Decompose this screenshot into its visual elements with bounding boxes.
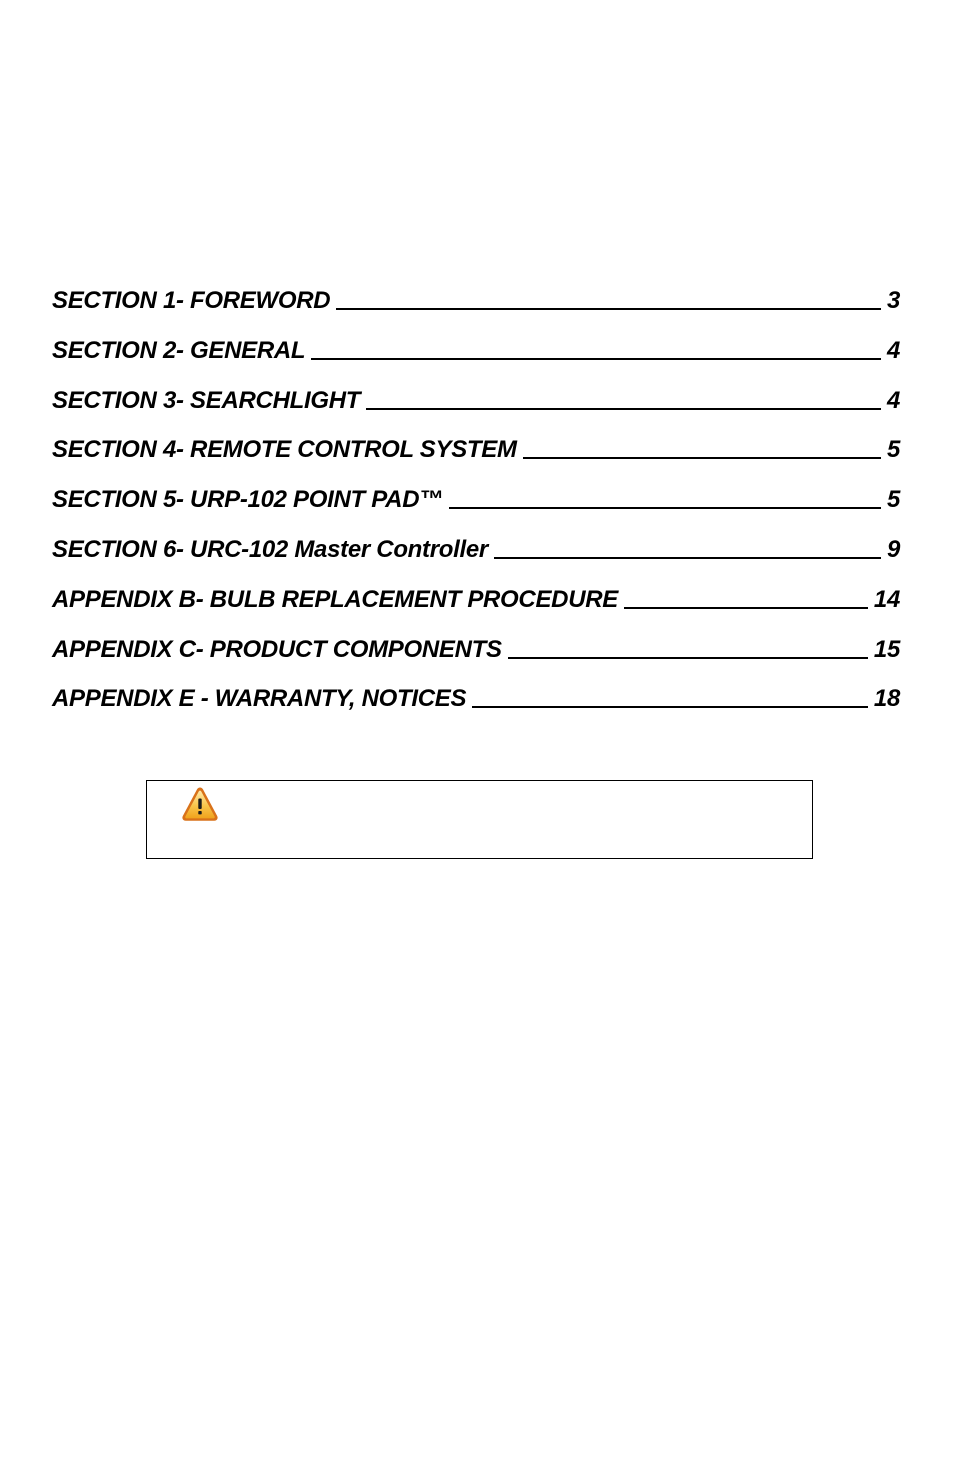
toc-entry-page: 18 <box>873 685 900 713</box>
toc-leader-line <box>311 358 881 360</box>
toc-entry-title: SECTION 6- URC-102 Master Controller <box>52 535 488 563</box>
toc-leader-line <box>523 457 881 459</box>
toc-entry-title: APPENDIX B- BULB REPLACEMENT PROCEDURE <box>52 585 618 613</box>
toc-entry-section-2[interactable] <box>52 337 900 387</box>
toc-entry-section-1[interactable] <box>52 287 900 337</box>
toc-entry-section-6[interactable] <box>52 536 900 586</box>
toc-entry-page: 4 <box>886 336 900 364</box>
toc-entry-title: SECTION 3- SEARCHLIGHT <box>52 386 361 414</box>
table-of-contents <box>52 287 900 735</box>
toc-entry-page: 14 <box>873 585 900 613</box>
toc-entry-page: 15 <box>873 635 900 663</box>
toc-entry-page: 4 <box>886 386 900 414</box>
toc-entry-appendix-e[interactable] <box>52 685 900 735</box>
toc-entry-section-4[interactable] <box>52 436 900 486</box>
toc-entry-appendix-b[interactable] <box>52 586 900 636</box>
toc-entry-title: SECTION 4- REMOTE CONTROL SYSTEM <box>52 436 517 464</box>
toc-leader-line <box>449 507 881 509</box>
toc-entry-page: 5 <box>886 486 900 514</box>
toc-entry-appendix-c[interactable] <box>52 636 900 686</box>
warning-triangle-icon <box>180 785 220 823</box>
toc-leader-line <box>624 607 868 609</box>
warning-notice-box <box>146 780 813 859</box>
toc-entry-title: SECTION 2- GENERAL <box>52 336 306 364</box>
toc-entry-title: APPENDIX C- PRODUCT COMPONENTS <box>52 635 502 663</box>
toc-leader-line <box>336 308 881 310</box>
toc-leader-line <box>472 706 868 708</box>
toc-entry-title: APPENDIX E - WARRANTY, NOTICES <box>52 685 467 713</box>
toc-entry-section-3[interactable] <box>52 387 900 437</box>
toc-entry-page: 9 <box>886 535 900 563</box>
toc-leader-line <box>366 408 881 410</box>
toc-leader-line <box>508 657 868 659</box>
toc-entry-title: SECTION 5- URP-102 POINT PAD™ <box>52 486 443 514</box>
toc-entry-page: 3 <box>886 287 900 314</box>
toc-entry-section-5[interactable] <box>52 486 900 536</box>
toc-leader-line <box>494 557 881 559</box>
toc-entry-title: SECTION 1- FOREWORD <box>52 287 331 314</box>
toc-entry-page: 5 <box>886 436 900 464</box>
